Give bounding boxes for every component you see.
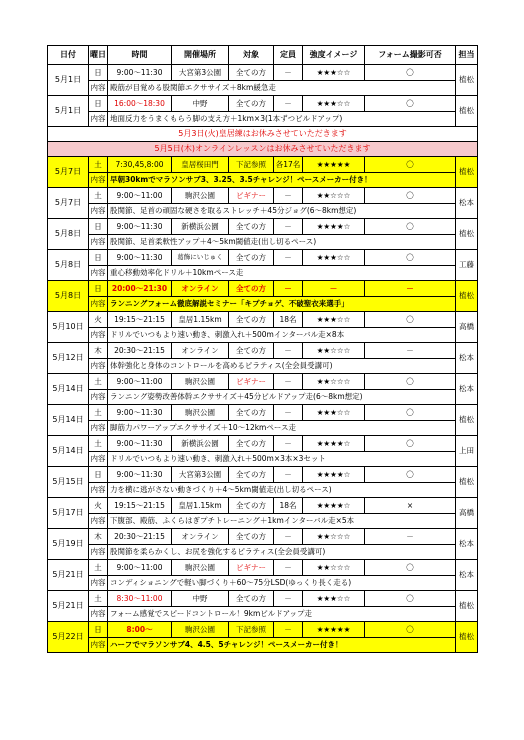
event-staff: 植松	[456, 219, 478, 250]
content-label: 内容	[89, 452, 108, 467]
event-photo: 〇	[365, 436, 456, 452]
event-time: 9:00～11:00	[108, 188, 172, 204]
event-date: 5月1日	[48, 96, 89, 127]
event-description: ランニング姿勢改善体幹エクササイズ＋45分ビルドアップ走(6～8km想定)	[108, 390, 456, 405]
event-capacity: －	[274, 281, 303, 297]
event-time: 20:30～21:15	[108, 529, 172, 545]
event-capacity: 18名	[274, 312, 303, 328]
event-place: 皇居1.15km	[172, 498, 229, 514]
event-day: 日	[89, 467, 108, 483]
event-photo: 〇	[365, 467, 456, 483]
event-description: コンディショニングで軽い脚づくり＋60～75分LSD(ゆっくり長く走る)	[108, 576, 456, 591]
event-date: 5月14日	[48, 436, 89, 467]
event-content-row	[48, 483, 478, 498]
event-staff: 松本	[456, 560, 478, 591]
event-row	[48, 250, 478, 266]
event-date: 5月21日	[48, 560, 89, 591]
event-intensity: ★★★★★	[303, 622, 365, 638]
event-description: ランニングフォーム徹底解説セミナー「キプチョゲ、不破聖衣来選手」	[108, 297, 456, 312]
event-photo: 〇	[365, 96, 456, 112]
event-date: 5月21日	[48, 591, 89, 622]
event-intensity: ★★☆☆☆	[303, 343, 365, 359]
event-date: 5月17日	[48, 498, 89, 529]
event-intensity: ★★☆☆☆	[303, 560, 365, 576]
header-staff: 担当	[456, 46, 478, 65]
event-intensity: ★★★★☆	[303, 436, 365, 452]
event-row	[48, 560, 478, 576]
notice-text: 5月3日(火)皇居練はお休みさせていただきます	[48, 127, 478, 142]
notice-row	[48, 127, 478, 142]
event-row	[48, 467, 478, 483]
event-capacity: －	[274, 65, 303, 81]
event-content-row	[48, 173, 478, 188]
event-description: 重心移動効率化ドリル＋10kmペース走	[108, 266, 456, 281]
event-target: 全ての方	[229, 467, 274, 483]
event-day: 日	[89, 96, 108, 112]
event-photo: 〇	[365, 65, 456, 81]
event-staff: 松本	[456, 188, 478, 219]
content-label: 内容	[89, 112, 108, 127]
event-place: 駒沢公園	[172, 188, 229, 204]
header-row	[48, 46, 478, 65]
event-date: 5月7日	[48, 188, 89, 219]
event-row	[48, 436, 478, 452]
event-capacity: 18名	[274, 498, 303, 514]
event-photo: 〇	[365, 622, 456, 638]
event-day: 土	[89, 560, 108, 576]
content-label: 内容	[89, 173, 108, 188]
event-description: 股関節を柔らかくし、お尻を強化するピラティス(全会員受講可)	[108, 545, 456, 560]
event-intensity: ★★☆☆☆	[303, 374, 365, 390]
event-time: 20:30～21:15	[108, 343, 172, 359]
event-target: ビギナー	[229, 188, 274, 204]
notice-text: 5月5日(木)オンラインレッスンはお休みさせていただきます	[48, 142, 478, 157]
event-target: 全ての方	[229, 343, 274, 359]
event-place: オンライン	[172, 281, 229, 297]
content-label: 内容	[89, 81, 108, 96]
event-time: 20:00～21:30	[108, 281, 172, 297]
content-label: 内容	[89, 514, 108, 529]
event-photo: 〇	[365, 560, 456, 576]
event-intensity: ★★★☆☆	[303, 96, 365, 112]
event-intensity: ★★★☆☆	[303, 250, 365, 266]
event-content-row	[48, 328, 478, 343]
event-place: 中野	[172, 591, 229, 607]
event-date: 5月12日	[48, 343, 89, 374]
header-target: 対象	[229, 46, 274, 65]
header-place: 開催場所	[172, 46, 229, 65]
event-photo: 〇	[365, 591, 456, 607]
event-staff: 植松	[456, 281, 478, 312]
event-target: 全ての方	[229, 96, 274, 112]
event-place: 新横浜公園	[172, 219, 229, 235]
event-place: 皇居桜田門	[172, 157, 229, 173]
event-day: 日	[89, 622, 108, 638]
event-intensity: ★★★☆☆	[303, 65, 365, 81]
event-photo: 〇	[365, 188, 456, 204]
event-day: 木	[89, 529, 108, 545]
event-row	[48, 498, 478, 514]
content-label: 内容	[89, 421, 108, 436]
event-staff: 植松	[456, 65, 478, 96]
event-target: 全ての方	[229, 219, 274, 235]
event-target: 全ての方	[229, 591, 274, 607]
event-staff: 植松	[456, 157, 478, 188]
header-photo: フォーム撮影可否	[365, 46, 456, 65]
event-staff: 高橋	[456, 312, 478, 343]
event-time: 8:00～	[108, 622, 172, 638]
event-target: ビギナー	[229, 560, 274, 576]
content-label: 内容	[89, 235, 108, 250]
event-capacity: －	[274, 343, 303, 359]
event-intensity: ★★☆☆☆	[303, 529, 365, 545]
event-day: 木	[89, 343, 108, 359]
event-photo: 〇	[365, 312, 456, 328]
event-date: 5月19日	[48, 529, 89, 560]
event-content-row	[48, 266, 478, 281]
event-content-row	[48, 235, 478, 250]
event-time: 8:30～11:00	[108, 591, 172, 607]
event-capacity: －	[274, 188, 303, 204]
event-time: 16:00～18:30	[108, 96, 172, 112]
event-day: 土	[89, 591, 108, 607]
content-label: 内容	[89, 204, 108, 219]
event-description: 下腹部、殿筋、ふくらはぎプチトレーニング＋1kmインターバル走×5本	[108, 514, 456, 529]
event-row	[48, 405, 478, 421]
event-day: 土	[89, 405, 108, 421]
event-place: 大宮第3公園	[172, 65, 229, 81]
event-capacity: －	[274, 529, 303, 545]
event-place: 大宮第3公園	[172, 467, 229, 483]
event-content-row	[48, 576, 478, 591]
event-capacity: －	[274, 591, 303, 607]
event-content-row	[48, 607, 478, 622]
event-place: オンライン	[172, 529, 229, 545]
event-row	[48, 157, 478, 173]
event-content-row	[48, 421, 478, 436]
event-place: 中野	[172, 96, 229, 112]
header-day: 曜日	[89, 46, 108, 65]
event-row	[48, 65, 478, 81]
event-staff: 植松	[456, 591, 478, 622]
event-date: 5月7日	[48, 157, 89, 188]
event-time: 9:00～11:30	[108, 405, 172, 421]
event-day: 日	[89, 65, 108, 81]
event-photo: ×	[365, 498, 456, 514]
event-intensity: ★★★☆☆	[303, 405, 365, 421]
event-capacity: －	[274, 560, 303, 576]
event-staff: 植松	[456, 467, 478, 498]
event-date: 5月10日	[48, 312, 89, 343]
event-target: 全ての方	[229, 498, 274, 514]
schedule-table	[47, 45, 478, 653]
event-intensity: ★★★★☆	[303, 467, 365, 483]
event-intensity: ★★★☆☆	[303, 591, 365, 607]
event-time: 9:00～11:00	[108, 560, 172, 576]
event-place: オンライン	[172, 343, 229, 359]
event-photo: －	[365, 343, 456, 359]
schedule-body	[48, 65, 478, 653]
event-content-row	[48, 390, 478, 405]
event-photo: 〇	[365, 374, 456, 390]
event-row	[48, 219, 478, 235]
event-content-row	[48, 204, 478, 219]
event-staff: 植松	[456, 405, 478, 436]
event-description: 股関節、足首の頑固な硬さを取るストレッチ＋45分ジョグ(6～8km想定)	[108, 204, 456, 219]
header-capacity: 定員	[274, 46, 303, 65]
event-capacity: －	[274, 405, 303, 421]
event-description: ハーフでマラソンサブ4、4.5、5チャレンジ！ペースメーカー付き！	[108, 638, 456, 653]
event-row	[48, 188, 478, 204]
content-label: 内容	[89, 359, 108, 374]
event-content-row	[48, 81, 478, 96]
event-capacity: －	[274, 622, 303, 638]
event-day: 日	[89, 281, 108, 297]
event-capacity: －	[274, 374, 303, 390]
event-row	[48, 343, 478, 359]
event-content-row	[48, 359, 478, 374]
event-place: 駒沢公園	[172, 405, 229, 421]
event-day: 土	[89, 188, 108, 204]
event-time: 19:15～21:15	[108, 312, 172, 328]
event-description: 体幹強化と身体のコントロールを高めるピラティス(全会員受講可)	[108, 359, 456, 374]
event-place: 駒沢公園	[172, 560, 229, 576]
event-date: 5月8日	[48, 219, 89, 250]
event-time: 9:00～11:30	[108, 436, 172, 452]
header-date: 日付	[48, 46, 89, 65]
event-date: 5月1日	[48, 65, 89, 96]
event-date: 5月22日	[48, 622, 89, 653]
event-target: 下記参照	[229, 157, 274, 173]
event-target: 全ての方	[229, 281, 274, 297]
event-time: 9:00～11:30	[108, 250, 172, 266]
content-label: 内容	[89, 297, 108, 312]
event-content-row	[48, 545, 478, 560]
event-capacity: －	[274, 436, 303, 452]
event-date: 5月14日	[48, 405, 89, 436]
event-staff: 松本	[456, 343, 478, 374]
event-place: 新横浜公園	[172, 436, 229, 452]
event-capacity: －	[274, 96, 303, 112]
event-photo: －	[365, 529, 456, 545]
event-intensity: ★★★★☆	[303, 219, 365, 235]
event-staff: 高橋	[456, 498, 478, 529]
event-day: 日	[89, 250, 108, 266]
event-place: 葛飾にいじゅく	[172, 250, 229, 266]
event-date: 5月8日	[48, 250, 89, 281]
event-photo: 〇	[365, 219, 456, 235]
content-label: 内容	[89, 328, 108, 343]
event-staff: 植松	[456, 96, 478, 127]
event-date: 5月15日	[48, 467, 89, 498]
event-target: 全ての方	[229, 312, 274, 328]
event-capacity: －	[274, 219, 303, 235]
event-content-row	[48, 514, 478, 529]
event-content-row	[48, 638, 478, 653]
event-place: 駒沢公園	[172, 622, 229, 638]
event-day: 土	[89, 436, 108, 452]
event-content-row	[48, 112, 478, 127]
event-staff: 松本	[456, 529, 478, 560]
event-description: ドリルでいつもより速い動き、刺激入れ＋500m×3本×3セット	[108, 452, 456, 467]
event-time: 19:15～21:15	[108, 498, 172, 514]
event-time: 9:00～11:30	[108, 65, 172, 81]
event-description: 力を横に逃がさない動きづくり＋4～5km閾値走(出し切るペース)	[108, 483, 456, 498]
event-description: 脚筋力パワーアップエクササイズ＋10～12kmペース走	[108, 421, 456, 436]
content-label: 内容	[89, 483, 108, 498]
event-description: 殿筋が目覚める股関節エクササイズ＋8km緩急走	[108, 81, 456, 96]
event-target: 全ての方	[229, 529, 274, 545]
event-staff: 上田	[456, 436, 478, 467]
event-time: 9:00～11:30	[108, 219, 172, 235]
event-photo: 〇	[365, 157, 456, 173]
event-row	[48, 96, 478, 112]
event-intensity: ★★★☆☆	[303, 312, 365, 328]
event-day: 火	[89, 498, 108, 514]
event-intensity: －	[303, 281, 365, 297]
event-intensity: ★★★★☆	[303, 498, 365, 514]
event-intensity: ★★★★★	[303, 157, 365, 173]
event-row	[48, 312, 478, 328]
header-intensity: 強度イメージ	[303, 46, 365, 65]
event-capacity: －	[274, 467, 303, 483]
event-time: 7:30,45,8:00	[108, 157, 172, 173]
event-staff: 工藤	[456, 250, 478, 281]
event-capacity: 各17名	[274, 157, 303, 173]
event-staff: 松本	[456, 374, 478, 405]
content-label: 内容	[89, 607, 108, 622]
event-content-row	[48, 297, 478, 312]
event-date: 5月14日	[48, 374, 89, 405]
event-description: 早朝30kmでマラソンサブ3、3.25、3.5チャレンジ！ペースメーカー付き！	[108, 173, 456, 188]
event-photo: 〇	[365, 405, 456, 421]
schedule-sheet	[47, 45, 477, 653]
event-row	[48, 529, 478, 545]
event-description: ドリルでいつもより速い動き、刺激入れ＋500mインターバル走×8本	[108, 328, 456, 343]
event-day: 日	[89, 219, 108, 235]
content-label: 内容	[89, 390, 108, 405]
event-date: 5月8日	[48, 281, 89, 312]
content-label: 内容	[89, 545, 108, 560]
event-description: 地面反力をうまくもらう脚の支え方＋1km×3(1本ずつビルドアップ)	[108, 112, 456, 127]
content-label: 内容	[89, 638, 108, 653]
event-row	[48, 374, 478, 390]
event-time: 9:00～11:00	[108, 374, 172, 390]
event-day: 火	[89, 312, 108, 328]
event-place: 駒沢公園	[172, 374, 229, 390]
event-row	[48, 591, 478, 607]
event-description: フォーム感覚でスピードコントロール！9kmビルドアップ走	[108, 607, 456, 622]
event-day: 土	[89, 374, 108, 390]
event-row	[48, 281, 478, 297]
content-label: 内容	[89, 576, 108, 591]
event-capacity: －	[274, 250, 303, 266]
event-row	[48, 622, 478, 638]
event-target: 下記参照	[229, 622, 274, 638]
notice-row	[48, 142, 478, 157]
event-target: 全ての方	[229, 250, 274, 266]
event-content-row	[48, 452, 478, 467]
event-photo: 〇	[365, 250, 456, 266]
event-place: 皇居1.15km	[172, 312, 229, 328]
content-label: 内容	[89, 266, 108, 281]
event-target: 全ての方	[229, 436, 274, 452]
event-target: ビギナー	[229, 374, 274, 390]
event-intensity: ★★☆☆☆	[303, 188, 365, 204]
event-description: 股関節、足首柔軟性アップ＋4～5km閾値走(出し切るペース)	[108, 235, 456, 250]
event-target: 全ての方	[229, 405, 274, 421]
event-time: 9:00～11:30	[108, 467, 172, 483]
header-time: 時間	[108, 46, 172, 65]
event-day: 土	[89, 157, 108, 173]
event-staff: 植松	[456, 622, 478, 653]
event-photo: －	[365, 281, 456, 297]
event-target: 全ての方	[229, 65, 274, 81]
